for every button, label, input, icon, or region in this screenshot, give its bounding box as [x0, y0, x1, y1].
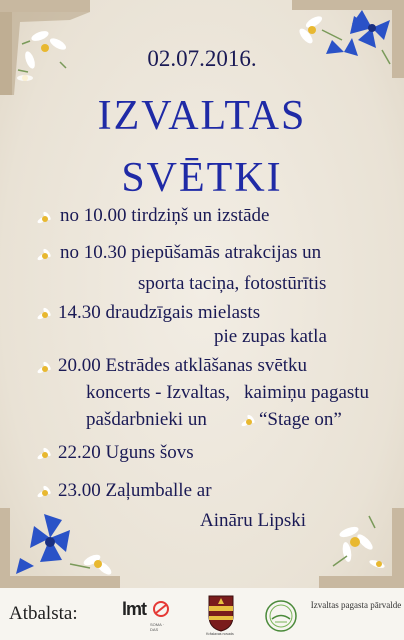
program-item: no 10.00 tirdziņš un izstāde: [60, 205, 270, 226]
program-item-continued: pie zupas katla: [214, 326, 327, 347]
event-title-line1: IZVALTAS: [97, 93, 307, 139]
program-item: 14.30 draudzīgais mielasts: [58, 302, 261, 323]
program-item-continued: koncerts - Izvaltas,: [86, 382, 231, 403]
flower-corner-bottom-left: [0, 508, 120, 588]
sponsors-footer: [0, 588, 404, 640]
program-item: 20.00 Estrādes atklāšanas svētku: [58, 355, 308, 376]
event-date: 02.07.2016.: [147, 46, 257, 71]
program-item-continued: Aināru Lipski: [200, 510, 307, 531]
program-item-continued: pašdarbnieki un: [86, 409, 207, 430]
partner-circle-logo-icon: [263, 598, 299, 634]
chamomile-bullet-icon: [37, 361, 53, 377]
chamomile-bullet-icon: [37, 447, 53, 463]
support-label: Atbalsta:: [9, 603, 78, 624]
program-item-continued: “Stage on”: [259, 409, 342, 430]
coat-caption: Krāslavas novads: [206, 632, 234, 636]
program-item: no 10.30 piepūšamās atrakcijas un: [60, 242, 322, 263]
chamomile-bullet-icon: [37, 307, 53, 323]
parish-administration: Izvaltas pagasta pārvalde: [310, 600, 402, 610]
chamomile-bullet-icon: [37, 211, 53, 227]
lmt-logo-caption: SOMA · DAS: [150, 622, 165, 632]
event-title-line2: SVĒTKI: [121, 155, 283, 201]
chamomile-bullet-icon: [37, 485, 53, 501]
program-item-continued: kaimiņu pagastu: [244, 382, 370, 403]
program-item: 22.20 Uguns šovs: [58, 442, 194, 463]
lmt-sponsor-logo: [122, 599, 172, 631]
sponsor-mark-icon: [152, 600, 170, 620]
chamomile-bullet-icon: [241, 414, 257, 430]
coat-of-arms-icon: [207, 594, 235, 632]
chamomile-bullet-icon: [37, 248, 53, 264]
lmt-logo-text: lmt: [122, 599, 146, 619]
program-item-continued: sporta taciņa, fotostūrītis: [138, 273, 327, 294]
flower-corner-bottom-right: [319, 508, 404, 588]
program-item: 23.00 Zaļumballe ar: [58, 480, 212, 501]
